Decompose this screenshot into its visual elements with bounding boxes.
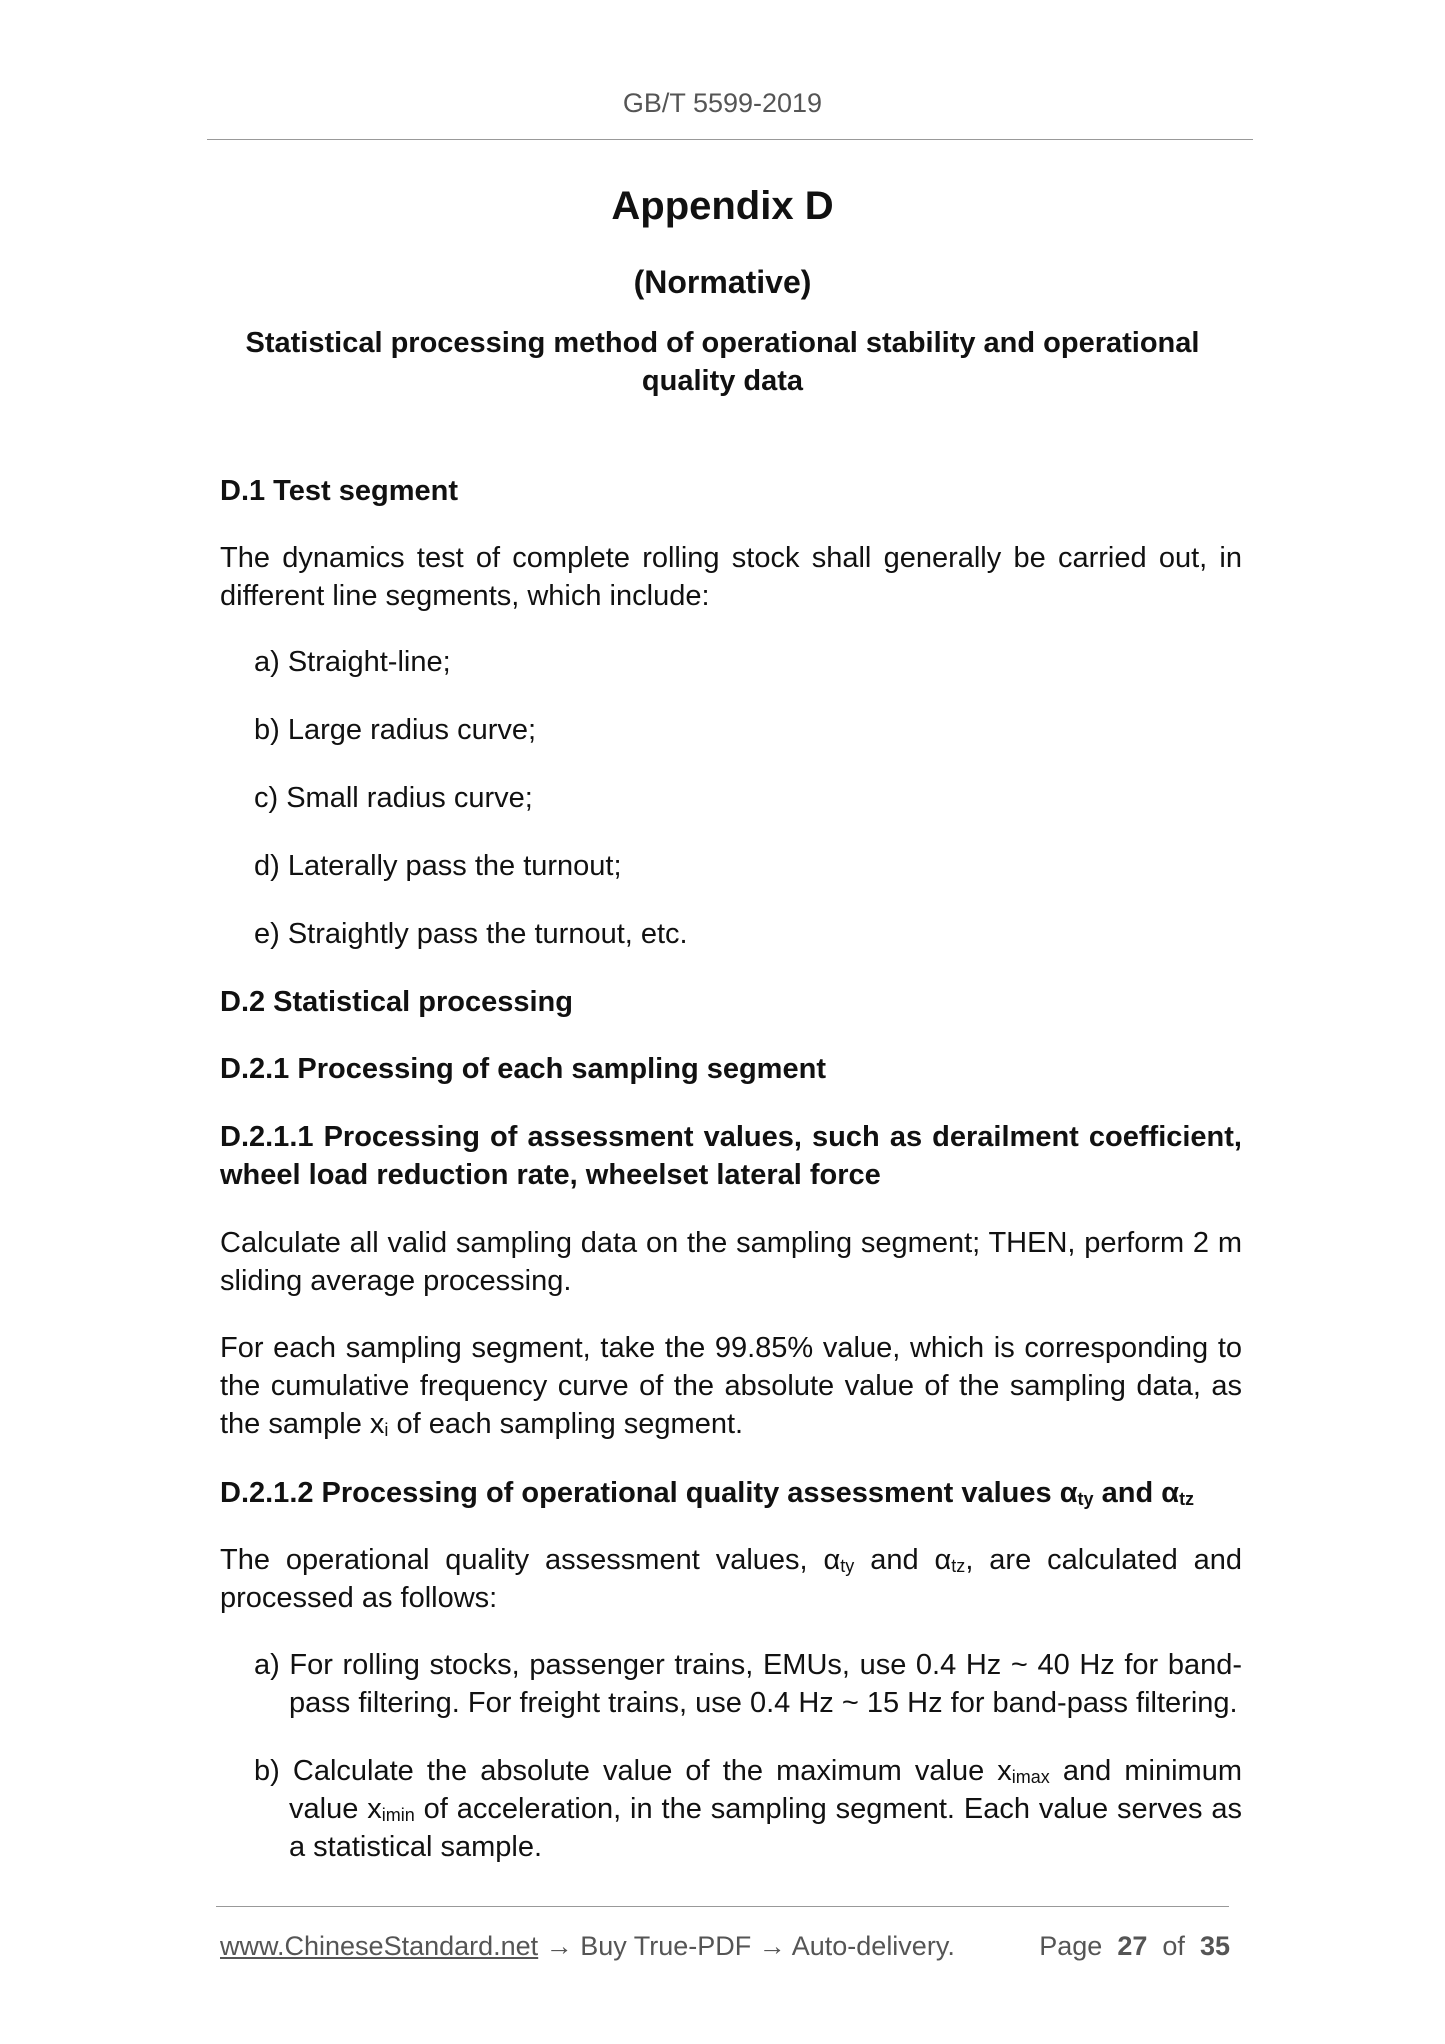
footer-divider <box>216 1906 1229 1907</box>
section-d211-heading: D.2.1.1 Processing of assessment values, such as derailment coefficient, wheel load reduction rate, wheelset lateral force <box>220 1121 1242 1191</box>
list-item: b) Large radius curve; <box>254 714 537 746</box>
appendix-heading-line2: quality data <box>641 365 804 397</box>
list-item: a) For rolling stocks, passenger trains, EMUs, use 0.4 Hz ~ 40 Hz for band-pass filtering. For freight trains, use 0.4 Hz ~ 15 Hz for band-pass filtering. <box>254 1649 1242 1719</box>
footer-website-link[interactable]: www.ChineseStandard.net <box>220 1931 539 1961</box>
section-d212-heading: D.2.1.2 Processing of operational quality assessment values $\alpha_{ty}$ and $\alpha_{tz}$ <box>220 1477 1195 1509</box>
header-divider <box>207 139 1253 140</box>
page-indicator: Page 27 of 35 <box>1039 1931 1230 1961</box>
section-d211-paragraph-2: For each sampling segment, take the 99.85% value, which is corresponding to the cumulative frequency curve of the absolute value of the sampling data, as the sample $x_i$ of each sampling segment. <box>220 1332 1242 1440</box>
appendix-type: (Normative) <box>633 264 812 300</box>
section-d21-heading: D.2.1 Processing of each sampling segment <box>220 1053 826 1085</box>
footer-tagline: → Buy True-PDF → Auto-delivery. <box>538 1931 955 1961</box>
appendix-heading-line1: Statistical processing method of operational stability and operational <box>245 327 1200 359</box>
current-page-number: 27 <box>1117 1931 1148 1961</box>
list-item: c) Small radius curve; <box>254 782 533 814</box>
total-page-count: 35 <box>1199 1931 1230 1961</box>
section-d1-intro: The dynamics test of complete rolling stock shall generally be carried out, in different line segments, which include: <box>220 542 1242 612</box>
list-item: d) Laterally pass the turnout; <box>254 850 622 882</box>
appendix-heading <box>0 324 1445 400</box>
section-d211-paragraph-1: Calculate all valid sampling data on the sampling segment; THEN, perform 2 m sliding average processing. <box>220 1227 1242 1297</box>
list-item: b) Calculate the absolute value of the maximum value $x_{imax}$ and minimum value $x_{imin}$ of acceleration, in the sampling segment. Each value serves as a statistical sample. <box>254 1755 1242 1863</box>
header-standard-code: GB/T 5599-2019 <box>622 88 823 118</box>
appendix-title: Appendix D <box>611 184 834 228</box>
page-footer <box>220 1928 1230 1964</box>
section-d1-heading: D.1 Test segment <box>220 475 458 507</box>
section-d212-paragraph: The operational quality assessment values, $\alpha_{ty}$ and $\alpha_{tz}$, are calculated and processed as follows: <box>220 1544 1243 1614</box>
list-item: a) Straight-line; <box>254 646 451 678</box>
list-item: e) Straightly pass the turnout, etc. <box>254 918 688 950</box>
section-d2-heading: D.2 Statistical processing <box>220 986 573 1018</box>
